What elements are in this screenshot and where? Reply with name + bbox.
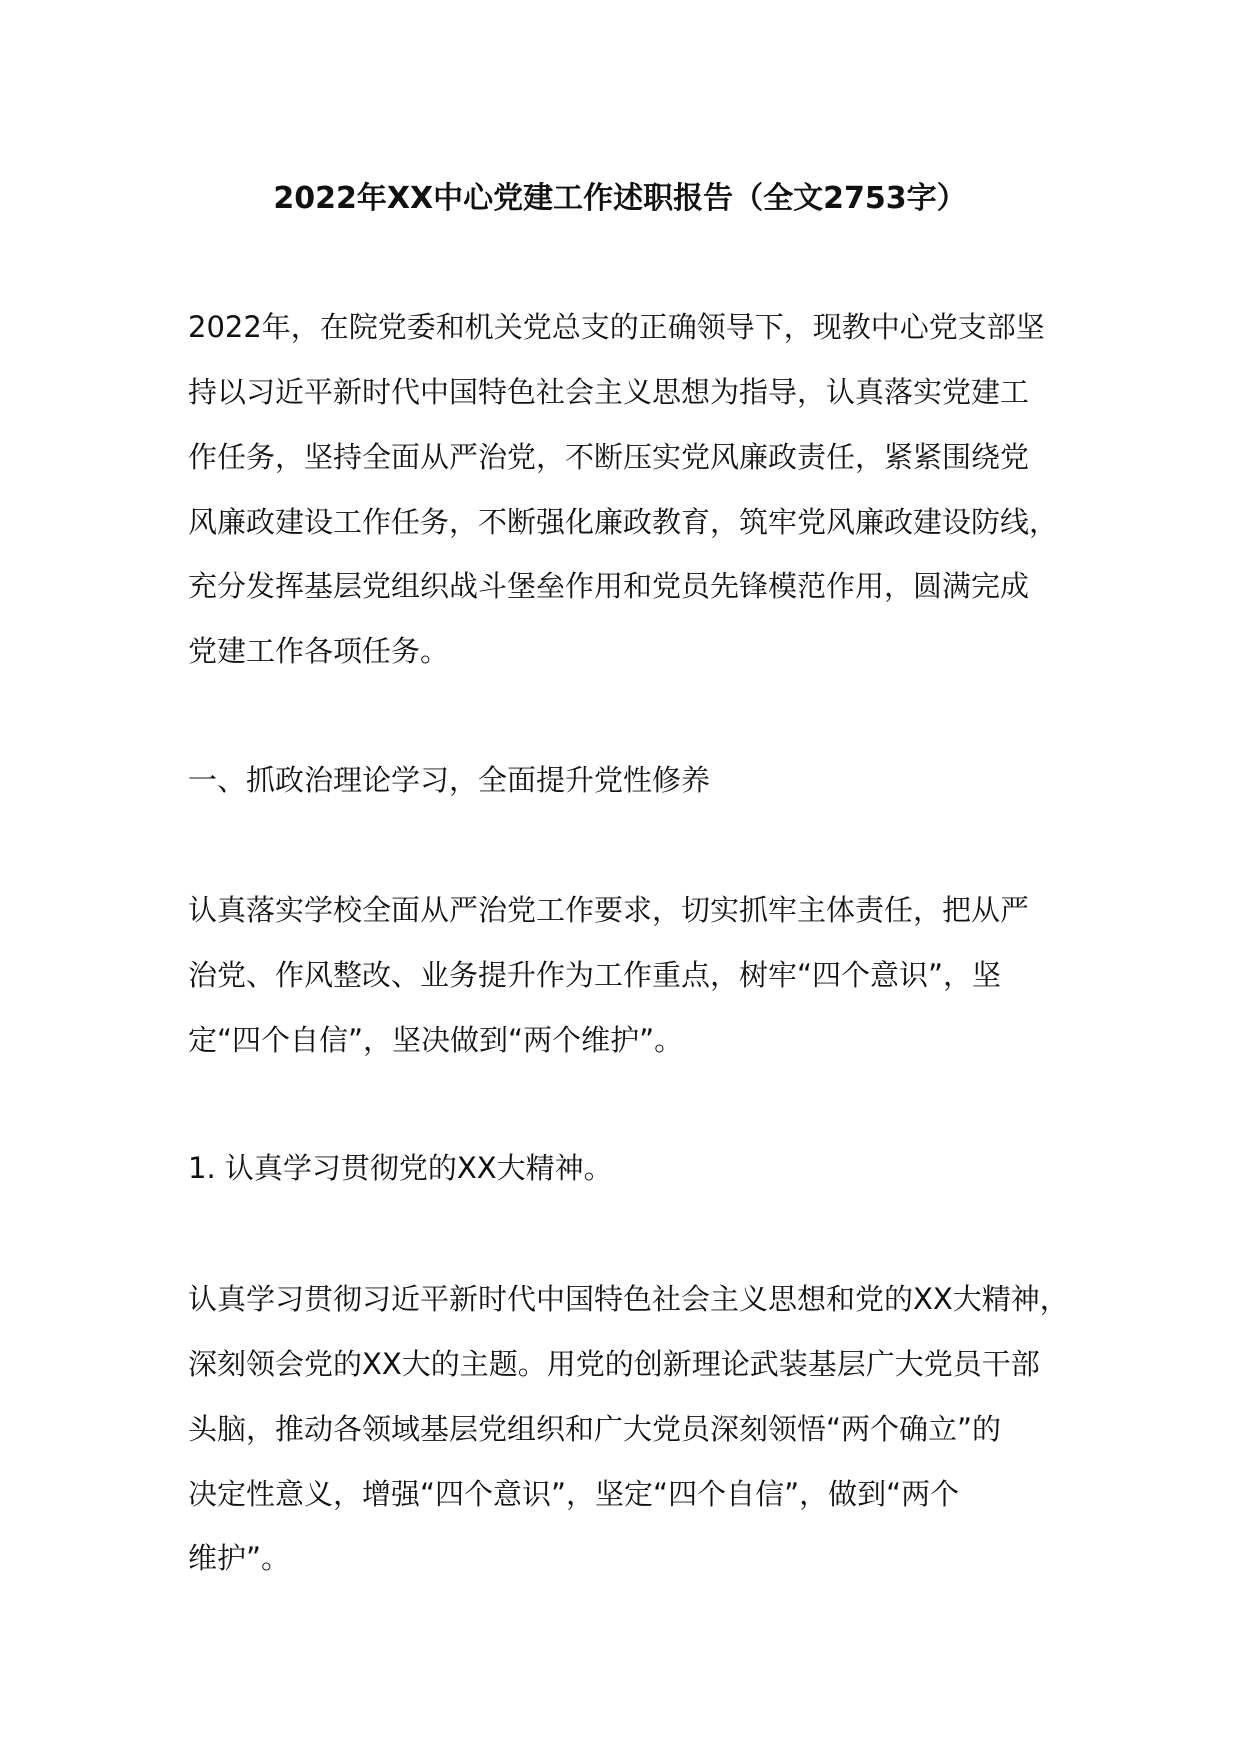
- section-paragraph-line: 定“四个自信”，坚决做到“两个维护”。: [188, 1023, 684, 1057]
- intro-paragraph-line: 充分发挥基层党组织战斗堡垒作用和党员先锋模范作用，圆满完成: [188, 569, 1030, 603]
- section-paragraph-line: 认真落实学校全面从严治党工作要求，切实抓牢主体责任，把从严: [188, 893, 1030, 927]
- intro-paragraph-line: 风廉政建设工作任务，不断强化廉政教育，筑牢党风廉政建设防线，: [188, 505, 1059, 539]
- intro-paragraph-line: 党建工作各项任务。: [188, 634, 450, 668]
- subsection-paragraph-line: 深刻领会党的XX大的主题。用党的创新理论武装基层广大党员干部: [188, 1347, 1040, 1381]
- intro-paragraph-line: 持以习近平新时代中国特色社会主义思想为指导，认真落实党建工: [188, 375, 1030, 409]
- subsection-paragraph-line: 决定性意义，增强“四个意识”，坚定“四个自信”，做到“两个: [188, 1477, 960, 1511]
- subsection-paragraph-line: 认真学习贯彻习近平新时代中国特色社会主义思想和党的XX大精神，: [188, 1282, 1069, 1316]
- section-paragraph-line: 治党、作风整改、业务提升作为工作重点，树牢“四个意识”，坚: [188, 958, 1002, 992]
- document-title: 2022年XX中心党建工作述职报告（全文2753字）: [273, 181, 967, 216]
- subsection-heading-line: 1. 认真学习贯彻党的XX大精神。: [188, 1151, 613, 1185]
- subsection-paragraph-line: 维护”。: [188, 1541, 291, 1575]
- intro-paragraph-line: 作任务，坚持全面从严治党，不断压实党风廉政责任，紧紧围绕党: [188, 440, 1030, 474]
- subsection-paragraph-line: 头脑，推动各领域基层党组织和广大党员深刻领悟“两个确立”的: [188, 1412, 1002, 1446]
- intro-paragraph-line: 2022年，在院党委和机关党总支的正确领导下，现教中心党支部坚: [188, 310, 1045, 344]
- section-heading-line: 一、抓政治理论学习，全面提升党性修养: [188, 763, 711, 797]
